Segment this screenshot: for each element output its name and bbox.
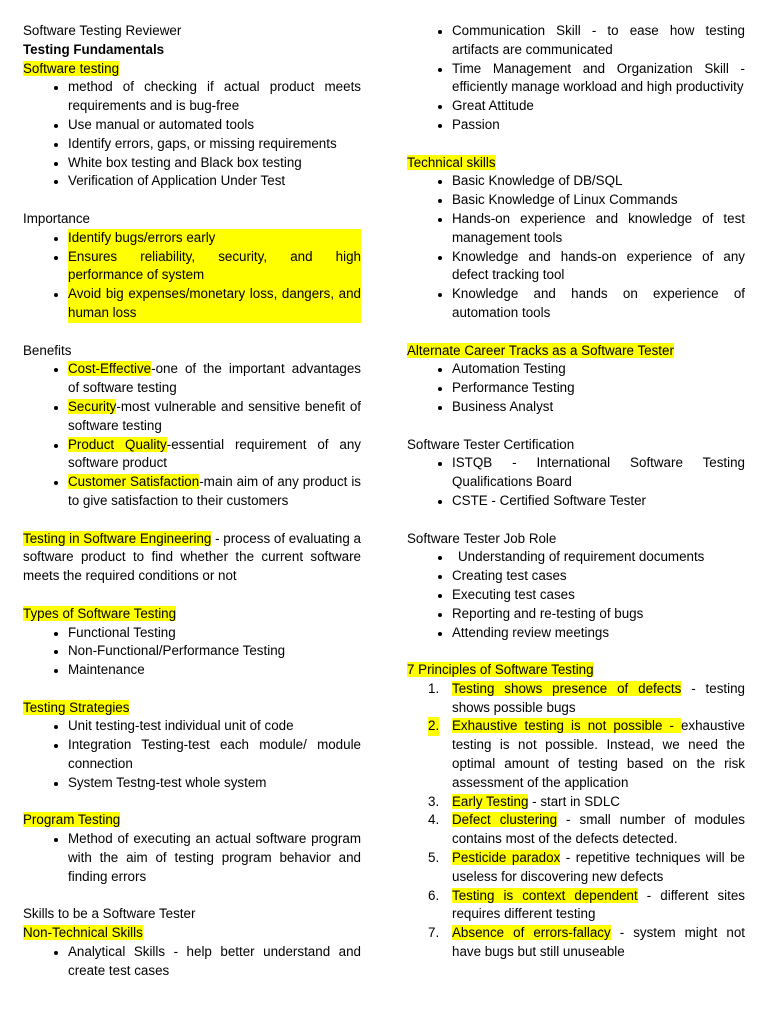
list-item: • Ensures reliability, security, and high performance of system xyxy=(68,248,361,286)
list-item: • Great Attitude xyxy=(452,97,745,116)
list-item: • Security-most vulnerable and sensitive benefit of software testing xyxy=(68,398,361,436)
career-heading: Alternate Career Tracks as a Software Tester xyxy=(407,342,674,358)
list-item: • Knowledge and hands on experience of automation tools xyxy=(452,285,745,323)
principles-list xyxy=(407,680,745,962)
list-item: • Unit testing-test individual unit of code xyxy=(68,717,361,736)
benefits-list xyxy=(23,360,361,510)
strategies-list xyxy=(23,717,361,792)
technical-heading: Technical skills xyxy=(407,154,496,170)
list-item: • Non-Functional/Performance Testing xyxy=(68,642,361,661)
list-item: • Knowledge and hands-on experience of any defect tracking tool xyxy=(452,248,745,286)
list-item: • Cost-Effective-one of the important advantages of software testing xyxy=(68,360,361,398)
list-item: 5. Pesticide paradox - repetitive techniques will be useless for discovering new defects xyxy=(428,850,745,884)
list-item: • Reporting and re-testing of bugs xyxy=(452,605,745,624)
list-item: 1. Testing shows presence of defects - testing shows possible bugs xyxy=(428,680,745,715)
list-item: • CSTE - Certified Software Tester xyxy=(452,492,745,511)
list-item: 2. Exhaustive testing is not possible - exhaustive testing is not possible. Instead, we need the optimal amount of testing based on the risk assessment of the application xyxy=(428,718,745,790)
list-item: • method of checking if actual product meets requirements and is bug-free xyxy=(68,78,361,116)
document-title: Software Testing Reviewer xyxy=(23,23,182,38)
non-technical-list xyxy=(23,943,361,981)
list-item: • Performance Testing xyxy=(452,379,745,398)
certification-list xyxy=(407,454,745,510)
list-item: • Passion xyxy=(452,116,745,135)
section-title: Testing Fundamentals xyxy=(23,41,165,57)
list-item: • Executing test cases xyxy=(452,586,745,605)
program-testing-heading: Program Testing xyxy=(23,812,121,828)
list-item: • Attending review meetings xyxy=(452,624,745,643)
technical-list xyxy=(407,172,745,322)
program-testing-list xyxy=(23,830,361,886)
list-item: • Hands-on experience and knowledge of test management tools xyxy=(452,210,745,248)
list-item: • Time Management and Organization Skill - efficiently manage workload and high productivity xyxy=(452,60,745,98)
list-item: • Functional Testing xyxy=(68,624,361,643)
list-item: 3. Early Testing - start in SDLC xyxy=(428,793,620,809)
non-technical-heading: Non-Technical Skills xyxy=(23,925,143,941)
list-item: • Understanding of requirement documents xyxy=(452,548,745,567)
list-item: • Identify errors, gaps, or missing requirements xyxy=(68,135,361,154)
list-item: • Basic Knowledge of Linux Commands xyxy=(452,191,745,210)
list-item: • Product Quality-essential requirement of any software product xyxy=(68,436,361,474)
benefits-heading: Benefits xyxy=(23,342,72,358)
list-item: • White box testing and Black box testing xyxy=(68,154,361,173)
list-item: • Method of executing an actual software program with the aim of testing program behavior and finding errors xyxy=(68,830,361,886)
list-item: • Analytical Skills - help better understand and create test cases xyxy=(68,943,361,981)
career-list xyxy=(407,360,745,416)
types-list xyxy=(23,624,361,680)
strategies-heading: Testing Strategies xyxy=(23,699,130,715)
principles-heading: 7 Principles of Software Testing xyxy=(407,662,594,678)
skills-heading: Skills to be a Software Tester xyxy=(23,906,196,922)
list-item: 6. Testing is context dependent - different sites requires different testing xyxy=(428,887,745,922)
list-item: • Automation Testing xyxy=(452,360,745,379)
left-column xyxy=(23,22,361,981)
job-role-heading: Software Tester Job Role xyxy=(407,530,557,546)
software-testing-heading: Software testing xyxy=(23,60,120,76)
list-item: • Communication Skill - to ease how testing artifacts are communicated xyxy=(452,22,745,60)
list-item: • Customer Satisfaction-main aim of any product is to give satisfaction to their customers xyxy=(68,473,361,511)
software-testing-list xyxy=(23,78,361,191)
list-item: • Maintenance xyxy=(68,661,361,680)
list-item: • Integration Testing-test each module/ module connection xyxy=(68,736,361,774)
list-item: • Identify bugs/errors early xyxy=(68,229,361,248)
list-item: • Verification of Application Under Test xyxy=(68,172,361,191)
right-column xyxy=(407,22,745,962)
certification-heading: Software Tester Certification xyxy=(407,436,575,452)
list-item: • Business Analyst xyxy=(452,398,745,417)
list-item: • Avoid big expenses/monetary loss, dangers, and human loss xyxy=(68,285,361,323)
testing-in-se-paragraph: Testing in Software Engineering - process of evaluating a software product to find whether the current software meets the required conditions or not xyxy=(23,530,361,584)
list-item: • System Testng-test whole system xyxy=(68,774,361,793)
importance-heading: Importance xyxy=(23,210,90,226)
list-item: • Basic Knowledge of DB/SQL xyxy=(452,172,745,191)
list-item: • Use manual or automated tools xyxy=(68,116,361,135)
types-heading: Types of Software Testing xyxy=(23,605,177,621)
non-technical-list-continued xyxy=(407,22,745,135)
list-item: • Creating test cases xyxy=(452,567,745,586)
list-item: 4. Defect clustering - small number of modules contains most of the defects detected. xyxy=(428,812,745,847)
job-role-list xyxy=(407,548,745,642)
list-item: • ISTQB - International Software Testing Qualifications Board xyxy=(452,454,745,492)
list-item: 7. Absence of errors-fallacy - system might not have bugs but still unuseable xyxy=(428,925,745,960)
importance-list xyxy=(23,229,361,323)
